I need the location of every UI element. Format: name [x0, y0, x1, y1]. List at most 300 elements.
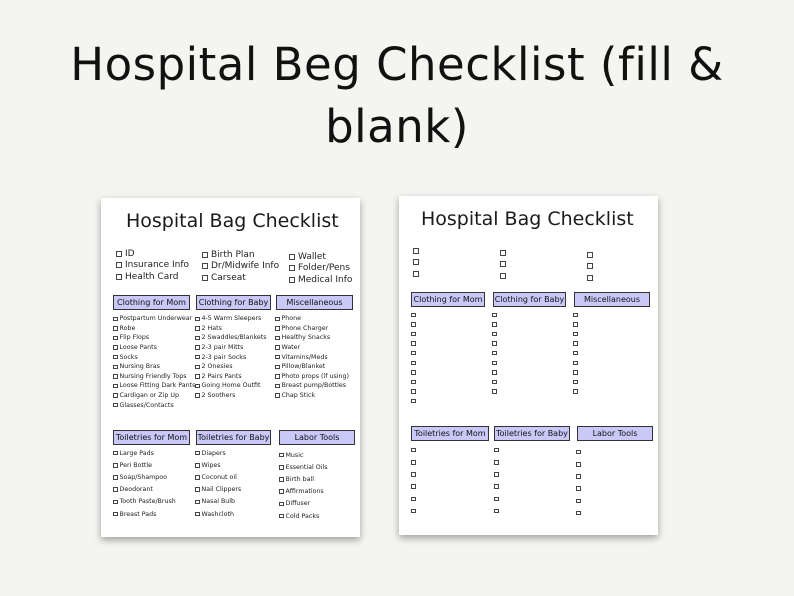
checkbox-icon[interactable]: [413, 259, 419, 265]
checkbox-icon[interactable]: [411, 322, 416, 327]
checkbox-icon[interactable]: [195, 500, 200, 505]
checklist-item: [573, 310, 580, 320]
checkbox-icon[interactable]: [113, 393, 118, 398]
checkbox-icon[interactable]: [411, 313, 416, 318]
checkbox-icon[interactable]: [411, 380, 416, 385]
checkbox-icon[interactable]: [411, 448, 416, 453]
checkbox-icon[interactable]: [573, 389, 578, 394]
checklist-item-label: Vitamins/Meds: [281, 353, 328, 361]
checkbox-icon[interactable]: [492, 341, 497, 346]
checkbox-icon[interactable]: [411, 460, 416, 465]
checklist-item: [494, 456, 501, 468]
checklist-item-label: Socks: [119, 353, 138, 361]
checkbox-icon[interactable]: [576, 474, 581, 479]
checkbox-icon[interactable]: [195, 365, 200, 370]
checklist-item-label: Essential Oils: [285, 463, 328, 471]
checkbox-icon[interactable]: [195, 384, 200, 389]
checkbox-icon[interactable]: [500, 261, 506, 267]
checklist-item: [113, 352, 195, 362]
checkbox-icon[interactable]: [195, 487, 200, 492]
checkbox-icon[interactable]: [492, 351, 497, 356]
checklist-item: [587, 249, 596, 261]
checklist-item-label: Breast pump/Bottles: [281, 382, 347, 390]
checklist-item: [413, 257, 422, 269]
header-labor-tools: Labor Tools: [279, 430, 355, 445]
checklist-item: [113, 391, 195, 401]
checklist-item: [279, 449, 327, 461]
checklist-item: [587, 272, 596, 284]
checklist-item: [492, 348, 499, 358]
checklist-item: [500, 270, 509, 282]
checklist-item: [279, 461, 327, 473]
checklist-item: [116, 260, 189, 272]
checklist-item-label: Nursing Friendly Tops: [119, 372, 187, 380]
checkbox-icon[interactable]: [113, 463, 118, 468]
checklist-item: [576, 470, 583, 482]
checklist-item: [113, 459, 176, 471]
checkbox-icon[interactable]: [494, 497, 499, 502]
checkbox-icon[interactable]: [494, 460, 499, 465]
checklist-item-label: Going Home Outfit: [201, 382, 261, 390]
checklist-item-label: Tooth Paste/Brush: [119, 498, 176, 506]
checklist-item-label: Medical Info: [298, 274, 353, 285]
blank-toiletries-mom-list: [411, 444, 418, 517]
checkbox-icon[interactable]: [492, 389, 497, 394]
checkbox-icon[interactable]: [587, 252, 593, 258]
checklist-item-label: Nursing Bras: [119, 363, 160, 371]
checklist-item-label: Chap Stick: [281, 392, 316, 400]
checklist-item: [275, 391, 349, 401]
checklist-item: [411, 505, 418, 517]
checklist-item: [275, 381, 349, 391]
checkbox-icon[interactable]: [573, 361, 578, 366]
checkbox-icon[interactable]: [195, 475, 200, 480]
checklist-item: [411, 320, 418, 330]
checklist-item-label: Breast Pads: [119, 510, 157, 518]
checklist-item-label: Phone Charger: [281, 324, 329, 332]
clothing-baby-list: [195, 314, 267, 400]
checklist-item: [113, 333, 195, 343]
checkbox-icon[interactable]: [195, 451, 200, 456]
checklist-item: [113, 400, 195, 410]
checklist-item: [195, 372, 267, 382]
checkbox-icon[interactable]: [411, 370, 416, 375]
checklist-item: [195, 447, 241, 459]
header-labor-tools: Labor Tools: [577, 426, 653, 441]
checkbox-icon[interactable]: [195, 326, 200, 331]
checkbox-icon[interactable]: [195, 374, 200, 379]
checkbox-icon[interactable]: [573, 351, 578, 356]
checklist-item: [411, 358, 418, 368]
checklist-item: [573, 387, 580, 397]
checklist-item: [289, 274, 352, 286]
checkbox-icon[interactable]: [113, 355, 118, 360]
checklist-item-label: 2 Pairs Pants: [201, 372, 242, 380]
checklist-item: [500, 247, 509, 259]
header-toiletries-baby: Toiletries for Baby: [196, 430, 271, 445]
checkbox-icon[interactable]: [576, 450, 581, 455]
checklist-item-label: Insurance Info: [125, 260, 190, 271]
checklist-item-label: Healthy Snacks: [281, 334, 331, 342]
checkbox-icon[interactable]: [576, 499, 581, 504]
checkbox-icon[interactable]: [279, 477, 284, 482]
checklist-item-label: Music: [285, 451, 304, 459]
checkbox-icon[interactable]: [116, 262, 122, 268]
header-toiletries-mom: Toiletries for Mom: [113, 430, 190, 445]
checkbox-icon[interactable]: [492, 332, 497, 337]
checkbox-icon[interactable]: [195, 393, 200, 398]
top-col-2: [202, 249, 279, 284]
checklist-item: [492, 339, 499, 349]
checklist-item: [411, 396, 418, 406]
checklist-item: [411, 481, 418, 493]
checklist-item: [195, 333, 267, 343]
checkbox-icon[interactable]: [573, 380, 578, 385]
blank-clothing-mom-list: [411, 310, 418, 406]
checkbox-icon[interactable]: [113, 500, 118, 505]
sheet-title: Hospital Bag Checklist: [126, 210, 339, 232]
checklist-item: [411, 456, 418, 468]
checklist-item: [576, 507, 583, 519]
checklist-item: [195, 362, 267, 372]
checklist-item: [573, 377, 580, 387]
checklist-item-label: 2 Hats: [201, 324, 222, 332]
checkbox-icon[interactable]: [279, 489, 284, 494]
checklist-item: [195, 381, 267, 391]
checkbox-icon[interactable]: [500, 273, 506, 279]
checkbox-icon[interactable]: [413, 271, 419, 277]
checklist-item: [587, 261, 596, 273]
checklist-item-label: Glasses/Contacts: [119, 401, 174, 409]
labor-tools-list: [279, 449, 327, 522]
checklist-item-label: 2 Soothers: [201, 392, 236, 400]
checklist-item: [573, 320, 580, 330]
checkbox-icon[interactable]: [113, 345, 118, 350]
checkbox-icon[interactable]: [113, 512, 118, 517]
checkbox-icon[interactable]: [113, 403, 118, 408]
checkbox-icon[interactable]: [587, 263, 593, 269]
main-title: Hospital Beg Checklist (fill & blank): [70, 38, 724, 153]
checkbox-icon[interactable]: [113, 365, 118, 370]
checklist-item: [113, 496, 176, 508]
checklist-item: [195, 324, 267, 334]
checklist-item: [202, 272, 279, 284]
checkbox-icon[interactable]: [573, 322, 578, 327]
header-miscellaneous: Miscellaneous: [574, 292, 650, 307]
checklist-item-label: Water: [281, 344, 301, 352]
checklist-item: [573, 368, 580, 378]
checklist-item: [195, 459, 241, 471]
checkbox-icon[interactable]: [202, 263, 208, 269]
checklist-item: [573, 358, 580, 368]
checklist-item-label: Washcloth: [201, 510, 234, 518]
checklist-item-label: Diffuser: [285, 500, 311, 508]
checkbox-icon[interactable]: [195, 463, 200, 468]
checkbox-icon[interactable]: [113, 451, 118, 456]
header-clothing-mom: Clothing for Mom: [113, 295, 190, 310]
checkbox-icon[interactable]: [202, 252, 208, 258]
checkbox-icon[interactable]: [411, 332, 416, 337]
checklist-item: [116, 248, 189, 260]
checkbox-icon[interactable]: [411, 341, 416, 346]
checklist-item: [576, 458, 583, 470]
blank-miscellaneous-list: [573, 310, 580, 396]
checkbox-icon[interactable]: [113, 317, 118, 322]
checklist-item: [113, 484, 176, 496]
checklist-item: [279, 498, 327, 510]
checkbox-icon[interactable]: [113, 336, 118, 341]
checkbox-icon[interactable]: [413, 248, 419, 254]
top-col-3: [289, 251, 352, 286]
checklist-item: [202, 249, 279, 261]
checklist-item: [195, 391, 267, 401]
checklist-item: [494, 505, 501, 517]
checklist-item: [411, 310, 418, 320]
checklist-item: [279, 473, 327, 485]
checklist-item: [195, 484, 241, 496]
checklist-item-label: Wipes: [201, 461, 221, 469]
checklist-item: [411, 377, 418, 387]
checklist-item: [494, 468, 501, 480]
checkbox-icon[interactable]: [289, 277, 295, 283]
checkbox-icon[interactable]: [113, 475, 118, 480]
checklist-item-label: Peri Bottle: [119, 461, 153, 469]
checklist-item: [289, 251, 352, 263]
checklist-item: [576, 483, 583, 495]
checklist-item-label: Photo props (if using): [281, 372, 349, 380]
header-miscellaneous: Miscellaneous: [276, 295, 353, 310]
checkbox-icon[interactable]: [411, 472, 416, 477]
checkbox-icon[interactable]: [289, 265, 295, 271]
checklist-item: [413, 245, 422, 257]
checklist-item: [279, 510, 327, 522]
checklist-item-label: Coconut oil: [201, 473, 237, 481]
checklist-item: [573, 348, 580, 358]
checkbox-icon[interactable]: [195, 512, 200, 517]
checkbox-icon[interactable]: [275, 317, 280, 322]
checklist-item: [195, 314, 267, 324]
checkbox-icon[interactable]: [195, 336, 200, 341]
checklist-item: [289, 263, 352, 275]
checklist-item-label: 4-5 Warm Sleepers: [201, 315, 262, 323]
checklist-item-label: Affirmations: [285, 488, 324, 496]
checklist-item: [113, 324, 195, 334]
checkbox-icon[interactable]: [275, 345, 280, 350]
checklist-item: [113, 447, 176, 459]
checklist-item: [113, 471, 176, 483]
miscellaneous-list: [275, 314, 349, 400]
checkbox-icon[interactable]: [573, 341, 578, 346]
checklist-item-label: Loose Fitting Dark Pants: [119, 382, 196, 390]
checkbox-icon[interactable]: [494, 472, 499, 477]
checklist-item-label: Diapers: [201, 449, 226, 457]
checkbox-icon[interactable]: [492, 380, 497, 385]
checkbox-icon[interactable]: [289, 254, 295, 260]
checkbox-icon[interactable]: [411, 399, 416, 404]
checklist-item: [492, 377, 499, 387]
filled-checklist-sheet: [101, 198, 360, 537]
checkbox-icon[interactable]: [275, 355, 280, 360]
checkbox-icon[interactable]: [279, 465, 284, 470]
checklist-item-label: Postpartum Underwear: [119, 315, 193, 323]
checklist-item: [573, 329, 580, 339]
checklist-item: [492, 329, 499, 339]
checkbox-icon[interactable]: [587, 275, 593, 281]
checkbox-icon[interactable]: [573, 313, 578, 318]
checklist-item: [275, 333, 349, 343]
checkbox-icon[interactable]: [275, 365, 280, 370]
checkbox-icon[interactable]: [202, 275, 208, 281]
checkbox-icon[interactable]: [113, 326, 118, 331]
checkbox-icon[interactable]: [275, 326, 280, 331]
toiletries-mom-list: [113, 447, 176, 520]
header-clothing-baby: Clothing for Baby: [493, 292, 566, 307]
header-clothing-baby: Clothing for Baby: [196, 295, 271, 310]
checkbox-icon[interactable]: [576, 462, 581, 467]
checklist-item: [195, 343, 267, 353]
checklist-item: [413, 268, 422, 280]
checkbox-icon[interactable]: [576, 486, 581, 491]
blank-toiletries-baby-list: [494, 444, 501, 517]
checkbox-icon[interactable]: [279, 453, 284, 458]
checklist-item: [113, 362, 195, 372]
checklist-item-label: Cardigan or Zip Up: [119, 392, 179, 400]
checklist-item: [492, 310, 499, 320]
blank-top-col-2: [500, 247, 509, 282]
checklist-item-label: Dr/Midwife Info: [211, 261, 280, 272]
checklist-item-label: Robe: [119, 324, 136, 332]
checklist-item-label: Wallet: [298, 251, 326, 262]
checklist-item: [275, 324, 349, 334]
header-toiletries-mom: Toiletries for Mom: [411, 426, 489, 441]
blank-top-col-1: [413, 245, 422, 280]
checkbox-icon[interactable]: [411, 484, 416, 489]
checklist-item: [113, 372, 195, 382]
checkbox-icon[interactable]: [573, 370, 578, 375]
checklist-item: [275, 372, 349, 382]
checklist-item: [195, 352, 267, 362]
checklist-item-label: Large Pads: [119, 449, 154, 457]
header-toiletries-baby: Toiletries for Baby: [494, 426, 570, 441]
checklist-item-label: Deodorant: [119, 486, 153, 494]
checklist-item-label: ID: [125, 248, 135, 259]
checklist-item-label: Birth Plan: [211, 249, 255, 260]
checkbox-icon[interactable]: [500, 250, 506, 256]
checkbox-icon[interactable]: [411, 361, 416, 366]
checklist-item: [195, 496, 241, 508]
checklist-item: [275, 343, 349, 353]
checkbox-icon[interactable]: [113, 374, 118, 379]
checklist-item-label: Phone: [281, 315, 302, 323]
checklist-item: [576, 446, 583, 458]
checklist-item: [113, 314, 195, 324]
checkbox-icon[interactable]: [275, 384, 280, 389]
checklist-item: [494, 481, 501, 493]
checklist-item-label: Folder/Pens: [298, 263, 350, 274]
checklist-item: [494, 444, 501, 456]
checklist-item: [113, 343, 195, 353]
checkbox-icon[interactable]: [494, 448, 499, 453]
checklist-item: [279, 486, 327, 498]
header-clothing-mom: Clothing for Mom: [411, 292, 485, 307]
checklist-item: [492, 387, 499, 397]
checklist-item: [573, 339, 580, 349]
blank-labor-tools-list: [576, 446, 583, 519]
checkbox-icon[interactable]: [195, 345, 200, 350]
blank-top-col-3: [587, 249, 596, 284]
checklist-item: [411, 493, 418, 505]
checkbox-icon[interactable]: [116, 251, 122, 257]
checkbox-icon[interactable]: [275, 336, 280, 341]
checklist-item-label: Soap/Shampoo: [119, 473, 168, 481]
checklist-item: [576, 495, 583, 507]
checklist-item-label: 2 Onesies: [201, 363, 233, 371]
checklist-item-label: Cold Packs: [285, 512, 320, 520]
checkbox-icon[interactable]: [411, 351, 416, 356]
checkbox-icon[interactable]: [492, 370, 497, 375]
checkbox-icon[interactable]: [411, 497, 416, 502]
checklist-item: [492, 358, 499, 368]
checkbox-icon[interactable]: [279, 502, 284, 507]
checklist-item: [492, 320, 499, 330]
checklist-item: [411, 468, 418, 480]
top-col-1: [116, 248, 189, 283]
checklist-item: [116, 271, 189, 283]
checkbox-icon[interactable]: [195, 355, 200, 360]
checklist-item-label: Nail Clippers: [201, 486, 242, 494]
checkbox-icon[interactable]: [492, 361, 497, 366]
checklist-item: [411, 368, 418, 378]
toiletries-baby-list: [195, 447, 241, 520]
blank-clothing-baby-list: [492, 310, 499, 396]
checklist-item-label: Pillow/Blanket: [281, 363, 326, 371]
checkbox-icon[interactable]: [573, 332, 578, 337]
checklist-item-label: Carseat: [211, 272, 246, 283]
checkbox-icon[interactable]: [411, 509, 416, 514]
checklist-item-label: Loose Pants: [119, 344, 157, 352]
checklist-item: [411, 348, 418, 358]
checkbox-icon[interactable]: [494, 509, 499, 514]
checklist-item-label: Flip Flops: [119, 334, 150, 342]
checklist-item: [113, 381, 195, 391]
checklist-item: [195, 471, 241, 483]
checkbox-icon[interactable]: [113, 487, 118, 492]
checkbox-icon[interactable]: [116, 274, 122, 280]
checkbox-icon[interactable]: [113, 384, 118, 389]
checkbox-icon[interactable]: [275, 374, 280, 379]
checklist-item-label: 2-3 pair Mitts: [201, 344, 244, 352]
checklist-item: [411, 444, 418, 456]
checkbox-icon[interactable]: [494, 484, 499, 489]
checklist-item-label: 2-3 pair Socks: [201, 353, 247, 361]
checklist-item: [275, 352, 349, 362]
checkbox-icon[interactable]: [279, 514, 284, 519]
checklist-item: [411, 387, 418, 397]
checkbox-icon[interactable]: [195, 317, 200, 322]
checklist-item: [113, 508, 176, 520]
checkbox-icon[interactable]: [492, 322, 497, 327]
checklist-item: [411, 339, 418, 349]
checkbox-icon[interactable]: [492, 313, 497, 318]
checkbox-icon[interactable]: [275, 393, 280, 398]
checklist-item: [494, 493, 501, 505]
checklist-item: [275, 314, 349, 324]
checkbox-icon[interactable]: [411, 389, 416, 394]
checklist-item-label: Health Card: [125, 271, 179, 282]
blank-checklist-sheet: [399, 196, 658, 535]
checklist-item: [411, 329, 418, 339]
checkbox-icon[interactable]: [576, 511, 581, 516]
